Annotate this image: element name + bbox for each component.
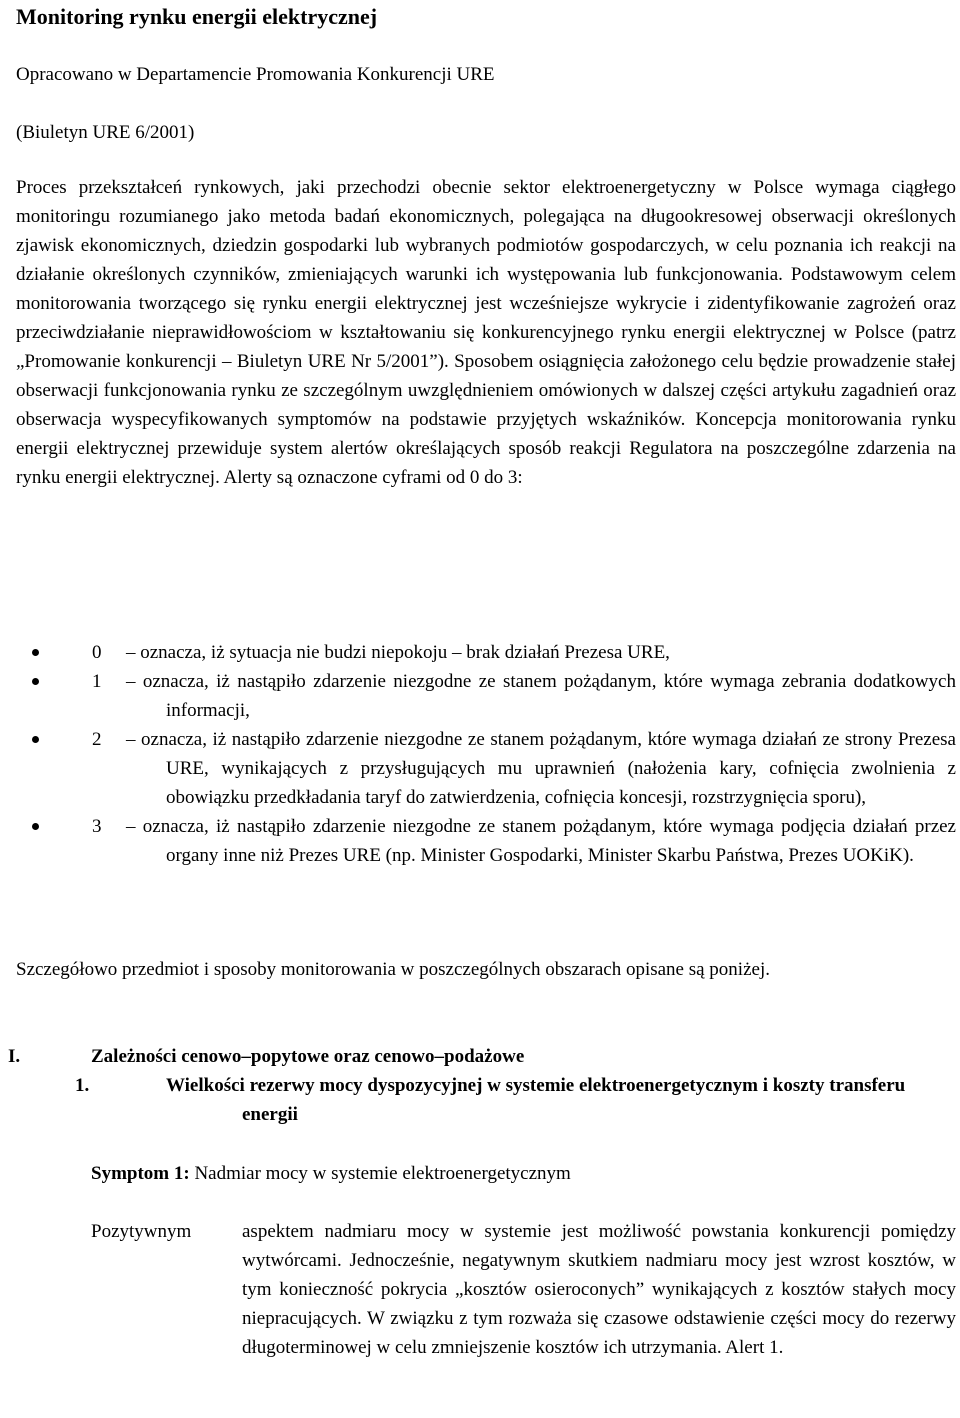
bullet-icon bbox=[32, 678, 39, 685]
alert-text: – oznacza, iż nastąpiło zdarzenie niezgodne ze stanem pożądanym, które wymaga zebrania dodatkowych informacji, bbox=[126, 671, 956, 721]
symptom-paragraph-body: aspektem nadmiaru mocy w systemie jest możliwość powstania konkurencji pomiędzy wytwórcami. Jednocześnie, negatywnym skutkiem nadmiaru mocy jest wzrost kosztów, w tym konieczność pokrycia „kosztów osieroconych” wynikających z kosztów stałych mocy niepracujących. W związku z tym rozważa się czasowe odstawienie części mocy do rezerwy długoterminowej w celu zmniejszenie kosztów ich utrzymania. Alert 1. bbox=[242, 1221, 956, 1358]
alert-item-1 bbox=[16, 667, 956, 725]
bullet-icon bbox=[32, 649, 39, 656]
symptom-text: Nadmiar mocy w systemie elektroenergetycznym bbox=[189, 1163, 571, 1184]
department-line: Opracowano w Departamencie Promowania Konkurencji URE bbox=[16, 64, 495, 85]
intro-paragraph: Proces przekształceń rynkowych, jaki przechodzi obecnie sektor elektroenergetyczny w Polsce wymaga ciągłego monitoringu rozumianego jako metoda badań ekonomicznych, polegająca na długookresowej obserwacji określonych zjawisk ekonomicznych, dziedzin gospodarki lub wybranych podmiotów gospodarczych, w celu poznania ich reakcji na działanie określonych czynników, zmieniających warunki ich występowania lub funkcjonowania. Podstawowym celem monitorowania tworzącego się rynku energii elektrycznej jest wcześniejsze wykrycie i zidentyfikowanie zagrożeń oraz przeciwdziałanie nieprawidłowościom w kształtowaniu się konkurencyjnego rynku energii elektrycznej w Polsce (patrz „Promowanie konkurencji – Biuletyn URE Nr 5/2001”). Sposobem osiągnięcia założonego celu będzie prowadzenie stałej obserwacji funkcjonowania rynku ze szczególnym uwzględnieniem omówionych w dalszej części artykułu zagadnień oraz obserwacja wyspecyfikowanych symptomów na podstawie przyjętych wskaźników. Koncepcja monitorowania rynku energii elektrycznej przewiduje system alertów określających sposób reakcji Regulatora na poszczególne zdarzenia na rynku energii elektrycznej. Alerty są oznaczone cyframi od 0 do 3: bbox=[16, 177, 956, 488]
alert-number: 1 bbox=[92, 671, 102, 692]
alert-number: 3 bbox=[92, 816, 102, 837]
detail-paragraph: Szczegółowo przedmiot i sposoby monitorowania w poszczególnych obszarach opisane są poniżej. bbox=[16, 959, 770, 980]
alert-item-0 bbox=[16, 638, 956, 667]
symptom-label: Symptom 1: bbox=[91, 1163, 190, 1184]
alert-text: – oznacza, iż sytuacja nie budzi niepokoju – brak działań Prezesa URE, bbox=[126, 642, 670, 663]
document-title: Monitoring rynku energii elektrycznej bbox=[16, 4, 378, 29]
alert-number: 2 bbox=[92, 729, 102, 750]
bullet-icon bbox=[32, 736, 39, 743]
symptom-heading bbox=[91, 1159, 571, 1188]
bulletin-reference: (Biuletyn URE 6/2001) bbox=[16, 122, 195, 143]
alert-list bbox=[16, 638, 956, 870]
section-number: I. bbox=[8, 1046, 21, 1067]
section-title: Zależności cenowo–popytowe oraz cenowo–podażowe bbox=[91, 1046, 525, 1067]
alert-text: – oznacza, iż nastąpiło zdarzenie niezgodne ze stanem pożądanym, które wymaga podjęcia działań przez organy inne niż Prezes URE (np. Minister Gospodarki, Minister Skarbu Państwa, Prezes UOKiK). bbox=[126, 816, 956, 866]
symptom-paragraph-label: Pozytywnym bbox=[91, 1221, 192, 1242]
subsection-number: 1. bbox=[75, 1075, 90, 1096]
bullet-icon bbox=[32, 823, 39, 830]
alert-number: 0 bbox=[92, 642, 102, 663]
alert-text: – oznacza, iż nastąpiło zdarzenie niezgodne ze stanem pożądanym, które wymaga działań ze strony Prezesa URE, wynikających z przysługujących mu uprawnień (nałożenia kary, cofnięcia zwolnienia z obowiązku przedkładania taryf do zatwierdzenia, cofnięcia koncesji, rozstrzygnięcia sporu), bbox=[126, 729, 956, 808]
alert-item-3 bbox=[16, 812, 956, 870]
alert-item-2 bbox=[16, 725, 956, 812]
subsection-title: Wielkości rezerwy mocy dyspozycyjnej w systemie elektroenergetycznym i koszty transferu energii bbox=[166, 1075, 906, 1125]
